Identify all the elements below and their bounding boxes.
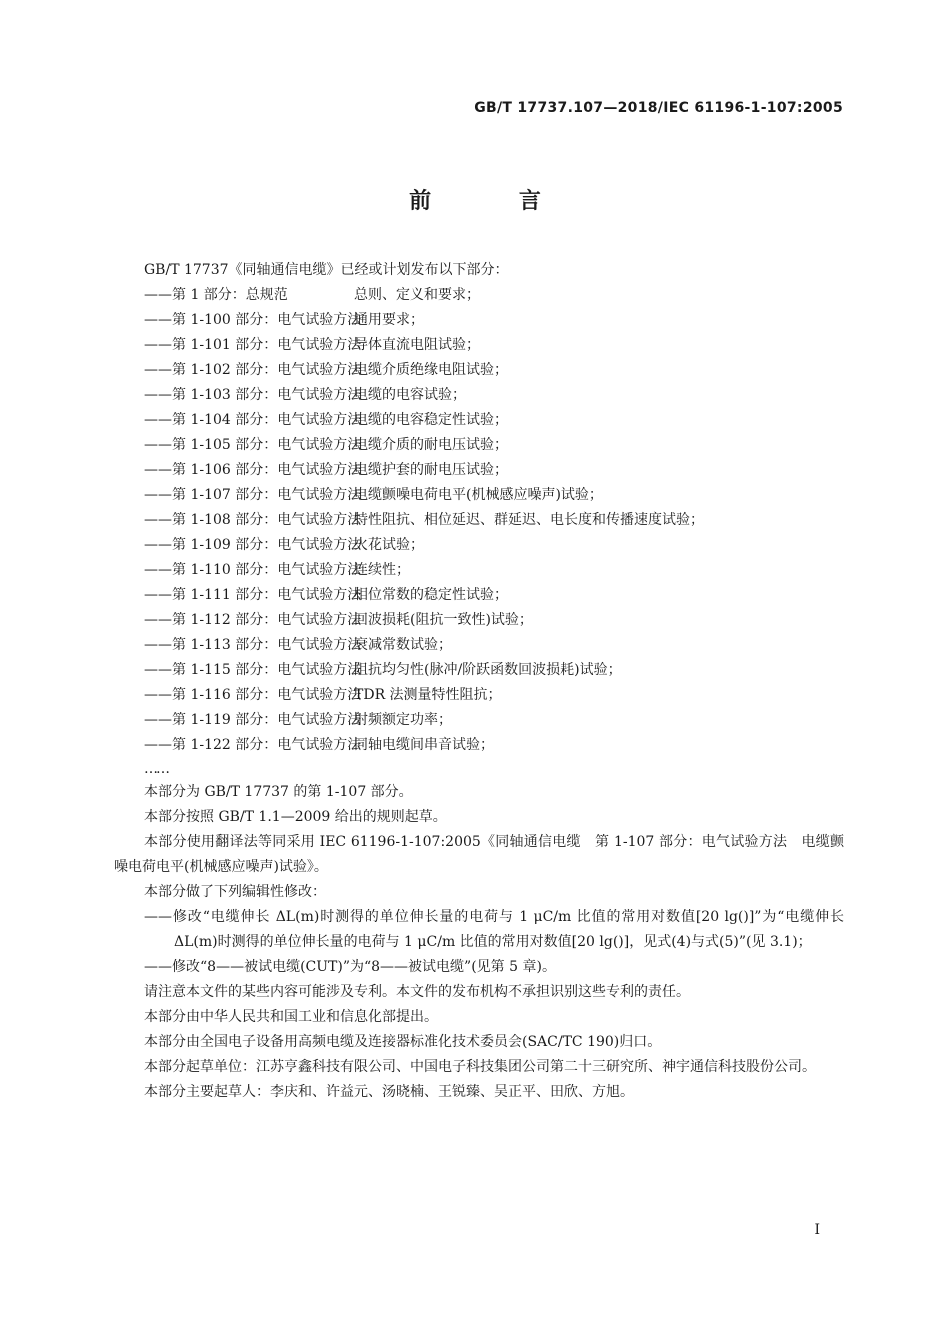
part-title: 射频额定功率； (354, 712, 452, 728)
drafting-units-paragraph: 本部分起草单位：江苏亨鑫科技有限公司、中国电子科技集团公司第二十三研究所、神宇通信科技股份公司。 (144, 1059, 816, 1075)
edit-item-1: ——修改“电缆伸长 ΔL(m)时测得的单位伸长量的电荷与 1 μC/m 比值的常用对数值[20 lg()]”为“电缆伸长 ΔL(m)时测得的单位伸长量的电荷与 1 μC/m 比值的常用对数值[20 lg()]，见式(4)与式(5)”(见 3.1)； (144, 909, 844, 950)
part-list-item (114, 658, 844, 683)
part-list-item (114, 633, 844, 658)
patent-paragraph: 请注意本文件的某些内容可能涉及专利。本文件的发布机构不承担识别这些专利的责任。 (144, 984, 690, 1000)
part-number-label: ——第 1-106 部分：电气试验方法 (144, 462, 362, 478)
foreword-body (114, 258, 844, 1105)
part-title: 总则、定义和要求； (354, 287, 480, 303)
part-number-label: ——第 1-105 部分：电气试验方法 (144, 437, 362, 453)
standard-code-header: GB/T 17737.107—2018/IEC 61196-1-107:2005 (474, 100, 843, 116)
part-number-label: ——第 1-109 部分：电气试验方法 (144, 537, 362, 553)
part-number-label: ——第 1-111 部分：电气试验方法 (144, 587, 362, 603)
part-title: 电缆颤噪电荷电平(机械感应噪声)试验； (354, 487, 603, 503)
part-title: 连续性； (354, 562, 410, 578)
part-title: 电缆的电容试验； (354, 387, 466, 403)
part-list-item (114, 383, 844, 408)
page-number: I (814, 1222, 820, 1238)
parts-list (114, 283, 844, 758)
part-title: 回波损耗(阻抗一致性)试验； (354, 612, 533, 628)
part-list-item (114, 408, 844, 433)
part-number-label: ——第 1-100 部分：电气试验方法 (144, 312, 362, 328)
edit-item-2: ——修改“8——被试电缆(CUT)”为“8——被试电缆”(见第 5 章)。 (144, 959, 556, 975)
part-number-label: ——第 1-101 部分：电气试验方法 (144, 337, 362, 353)
part-number-label: ——第 1-119 部分：电气试验方法 (144, 712, 362, 728)
part-of-paragraph: 本部分为 GB/T 17737 的第 1-107 部分。 (144, 784, 413, 800)
part-title: 阻抗均匀性(脉冲/阶跃函数回波损耗)试验； (354, 662, 622, 678)
part-list-item (114, 283, 844, 308)
part-title: 特性阻抗、相位延迟、群延迟、电长度和传播速度试验； (354, 512, 704, 528)
part-number-label: ——第 1 部分：总规范 (144, 287, 288, 303)
part-list-item (114, 358, 844, 383)
drafters-paragraph: 本部分主要起草人：李庆和、许益元、汤晓楠、王锐臻、吴正平、田欣、方旭。 (144, 1084, 634, 1100)
part-list-item (114, 333, 844, 358)
part-number-label: ——第 1-107 部分：电气试验方法 (144, 487, 362, 503)
part-title: 电缆护套的耐电压试验； (354, 462, 508, 478)
part-title: 通用要求； (354, 312, 424, 328)
part-number-label: ——第 1-108 部分：电气试验方法 (144, 512, 362, 528)
part-title: 电缆介质绝缘电阻试验； (354, 362, 508, 378)
part-list-item (114, 433, 844, 458)
part-list-item (114, 508, 844, 533)
translation-paragraph: 本部分使用翻译法等同采用 IEC 61196-1-107:2005《同轴通信电缆 第 1-107 部分：电气试验方法 电缆颤噪电荷电平(机械感应噪声)试验》。 (114, 834, 844, 875)
part-title: 同轴电缆间串音试验； (354, 737, 494, 753)
part-number-label: ——第 1-102 部分：电气试验方法 (144, 362, 362, 378)
part-list-item (114, 558, 844, 583)
part-title: 相位常数的稳定性试验； (354, 587, 508, 603)
centralized-paragraph: 本部分由全国电子设备用高频电缆及连接器标准化技术委员会(SAC/TC 190)归口。 (144, 1034, 662, 1050)
part-number-label: ——第 1-104 部分：电气试验方法 (144, 412, 362, 428)
part-list-item (114, 683, 844, 708)
part-list-item (114, 733, 844, 758)
intro-paragraph: GB/T 17737《同轴通信电缆》已经或计划发布以下部分： (144, 262, 509, 278)
part-number-label: ——第 1-110 部分：电气试验方法 (144, 562, 362, 578)
part-list-item (114, 308, 844, 333)
edit-intro-paragraph: 本部分做了下列编辑性修改： (144, 884, 326, 900)
page-title: 前 言 (409, 189, 581, 214)
part-number-label: ——第 1-112 部分：电气试验方法 (144, 612, 362, 628)
part-list-item (114, 608, 844, 633)
part-list-item (114, 458, 844, 483)
part-title: 导体直流电阻试验； (354, 337, 480, 353)
part-number-label: ——第 1-113 部分：电气试验方法 (144, 637, 362, 653)
part-number-label: ——第 1-116 部分：电气试验方法 (144, 687, 362, 703)
part-title: 火花试验； (354, 537, 424, 553)
part-number-label: ——第 1-115 部分：电气试验方法 (144, 662, 362, 678)
part-title: 电缆介质的耐电压试验； (354, 437, 508, 453)
part-list-item (114, 483, 844, 508)
part-list-item (114, 708, 844, 733)
part-list-item (114, 583, 844, 608)
drafting-rules-paragraph: 本部分按照 GB/T 1.1—2009 给出的规则起草。 (144, 809, 447, 825)
part-list-item (114, 533, 844, 558)
ellipsis: …… (144, 761, 168, 777)
proposed-paragraph: 本部分由中华人民共和国工业和信息化部提出。 (144, 1009, 438, 1025)
part-title: 衰减常数试验； (354, 637, 452, 653)
part-title: TDR 法测量特性阻抗； (354, 687, 502, 703)
part-number-label: ——第 1-103 部分：电气试验方法 (144, 387, 362, 403)
part-title: 电缆的电容稳定性试验； (354, 412, 508, 428)
part-number-label: ——第 1-122 部分：电气试验方法 (144, 737, 362, 753)
